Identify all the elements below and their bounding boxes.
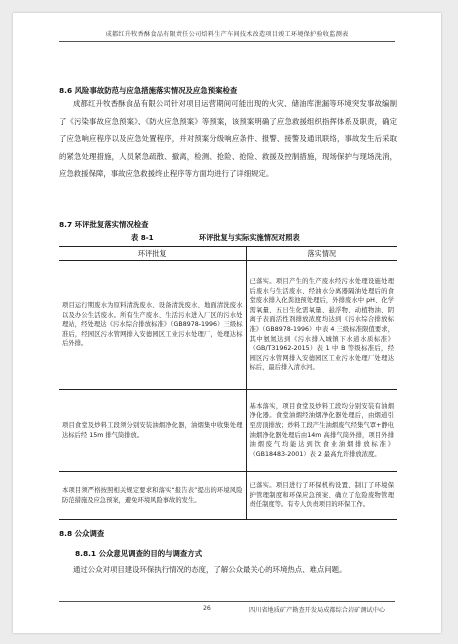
section-8-8-1-title: 8.8.1 公众意见调查的目的与调查方式 <box>75 549 203 558</box>
status-cell: 已落实。项目产生的生产废水经污水处理设施处理后废水与生活废水、经油水分离器隔油处理后的食堂废水排入化粪池预处理后，外排废水中 pH、化学需氧量、五日生化需氧量、悬浮物、动植物油、阴离子表面活性剂排放浓度均达到《污水综合排放标准》（GB8978-1996）中表 4 三级标准限值要求，其中氨氮达到《污水排入城镇下水道水质标准》（GB/T31962-2015）表 1 中 B 等级标准后，经园区污水管网排入安德园区工业污水处理厂处理达标后，最后排入清水河。 <box>246 261 397 390</box>
requirement-cell: 项目食堂及炒料工段须分别安装油烟净化器，油烟集中收集处理达标后经 15m 排气筒排放。 <box>59 390 246 472</box>
requirement-cell: 本项目须严格按照相关规定要求和落实“报告表”提出的环境风险防范措施及应急预案，避免环境风险事故的发生。 <box>59 472 246 520</box>
approval-comparison-table <box>59 246 397 520</box>
section-8-8-1-body: 通过公众对项目建设环保执行情况的态度，了解公众最关心的环境热点、难点问题。 <box>73 565 347 574</box>
column-header-status: 落实情况 <box>246 247 397 261</box>
column-header-approval: 环评批复 <box>59 247 246 261</box>
section-8-8-title: 8.8 公众调查 <box>59 529 105 538</box>
running-header: 成都红升牧香酥食品有限责任公司焙料生产车间技术改造项目竣工环境保护验收监测表 <box>105 31 349 38</box>
status-cell: 基本落实，项目食堂及炒料工段均分别安装有油烟净化器。食堂油烟经油烟净化器处理后，由烟道引至房顶排放；炒料工段产生油烟废气经集气罩+静电油烟净化器处理后由14m 高排气筒外排，项目外排油烟废气均能达到饮食业油烟排放标准》（GB18483-2001）表 2 最高允许排放浓度。 <box>246 390 397 472</box>
section-8-6-title: 8.6 风险事故防范与应急措施落实情况及应急预案检查 <box>59 86 238 95</box>
footer-rule <box>59 601 395 602</box>
header-rule <box>59 41 395 42</box>
footer-organization: 四川省地质矿产勘查开发局成都综合岩矿测试中心 <box>249 607 386 614</box>
status-cell: 已落实。项目进行了环保机构设置、制订了环境保护管理制度和环保应急预案、确立了危险废物管理责任制度等。有专人负责项目的环保工作。 <box>246 472 397 520</box>
table-row <box>59 261 397 390</box>
document-page <box>13 13 441 633</box>
page-number: 26 <box>203 605 211 612</box>
table-row <box>59 390 397 472</box>
requirement-cell: 项目运行期废水为原料清洗废水、设备清洗废水、地面清洗废水以及办公生活废水。所有生产废水、生活污水进入厂区的污水处理站，经处理达《污水综合排放标准》（GB8978-1996）三级标准后，经园区污水管网排入安德园区工业污水处理厂，处理达标后外排。 <box>59 261 246 390</box>
section-8-6-body: 成都红升牧香酥食品有限公司针对项目运营期间可能出现的火灾、储油库泄漏等环境突发事故编制了《污染事故应急预案》、《防火应急预案》等预案，该预案明确了应急救援组织指挥体系及职责，确定了应急响应程序以及应急处置程序，并对预案分级响应条件、报警、接警及通讯联络，事故发生后采取的紧急处理措施，人员紧急疏散、撤离，检测、抢险、抢险、救援及控制措施，现场保护与现场洗消，应急救援保障，事故应急救援终止程序等方面均进行了详细规定。 <box>59 99 397 179</box>
table-row <box>59 472 397 520</box>
section-8-7-title: 8.7 环评批复落实情况检查 <box>59 220 149 229</box>
table-number: 表 8-1 <box>131 233 154 242</box>
table-title: 环评批复与实际实施情况对照表 <box>199 233 300 242</box>
